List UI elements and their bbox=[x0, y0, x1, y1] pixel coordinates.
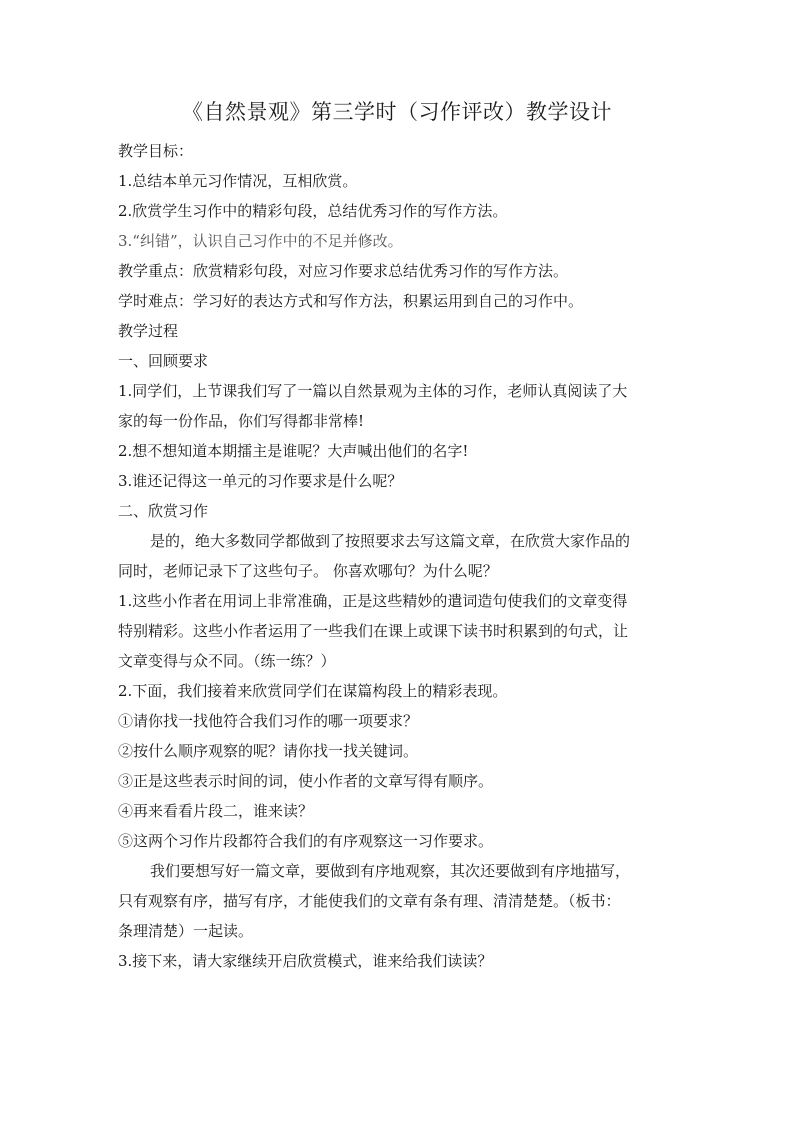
paragraph-line: 只有观察有序，描写有序，才能使我们的文章有条有理、清清楚楚。（板书： bbox=[118, 892, 621, 910]
paragraph-line: 是的，绝大多数同学都做到了按照要求去写这篇文章，在欣赏大家作品的 bbox=[150, 532, 631, 550]
paragraph-line: 特别精彩。这些小作者运用了一些我们在课上或课下读书时积累到的句式，让 bbox=[118, 622, 629, 640]
paragraph-line: 2.想不想知道本期擂主是谁呢？大声喊出他们的名字! bbox=[118, 442, 469, 460]
numbered-question: ②按什么顺序观察的呢？请你找一找关键词。 bbox=[118, 742, 419, 760]
section-heading-process: 教学过程 bbox=[118, 322, 179, 340]
paragraph-line: 条理清楚）一起读。 bbox=[118, 922, 254, 940]
paragraph-line: 2.下面，我们接着来欣赏同学们在谋篇构段上的精彩表现。 bbox=[118, 682, 508, 700]
numbered-question: ①请你找一找他符合我们习作的哪一项要求？ bbox=[118, 712, 419, 730]
section-heading-appreciation: 二、欣赏习作 bbox=[118, 502, 209, 520]
document-body bbox=[118, 136, 674, 976]
numbered-question: ⑤这两个习作片段都符合我们的有序观察这一习作要求。 bbox=[118, 832, 494, 850]
objective-item: 1.总结本单元习作情况，互相欣赏。 bbox=[118, 172, 358, 190]
paragraph-line: 3.接下来，请大家继续开启欣赏模式，谁来给我们读读？ bbox=[118, 952, 493, 970]
paragraph-line: 文章变得与众不同。（练一练？） bbox=[118, 652, 336, 670]
teaching-focus: 教学重点：欣赏精彩句段，对应习作要求总结优秀习作的写作方法。 bbox=[118, 262, 569, 280]
paragraph-line: 1.这些小作者在用词上非常准确，正是这些精妙的遣词造句使我们的文章变得 bbox=[118, 592, 628, 610]
section-heading-review: 一、回顾要求 bbox=[118, 352, 209, 370]
teaching-difficulty: 学时难点：学习好的表达方式和写作方法，积累运用到自己的习作中。 bbox=[118, 292, 584, 310]
objective-item: 3.“纠错”，认识自己习作中的不足并修改。 bbox=[118, 232, 403, 250]
paragraph-line: 我们要想写好一篇文章，要做到有序地观察，其次还要做到有序地描写， bbox=[150, 862, 631, 880]
numbered-question: ④再来看看片段二，谁来读？ bbox=[118, 802, 314, 820]
paragraph-line: 家的每一份作品，你们写得都非常棒! bbox=[118, 412, 365, 430]
document-title: 《自然景观》第三学时（习作评改）教学设计 bbox=[182, 100, 612, 124]
section-heading-objectives: 教学目标： bbox=[118, 142, 194, 160]
numbered-question: ③正是这些表示时间的词，使小作者的文章写得有顺序。 bbox=[118, 772, 494, 790]
objective-item: 2.欣赏学生习作中的精彩句段，总结优秀习作的写作方法。 bbox=[118, 202, 508, 220]
paragraph-line: 同时，老师记录下了这些句子。 你喜欢哪句？为什么呢？ bbox=[118, 562, 498, 580]
paragraph-line: 1.同学们，上节课我们写了一篇以自然景观为主体的习作，老师认真阅读了大 bbox=[118, 382, 628, 400]
paragraph-line: 3.谁还记得这一单元的习作要求是什么呢？ bbox=[118, 472, 403, 490]
